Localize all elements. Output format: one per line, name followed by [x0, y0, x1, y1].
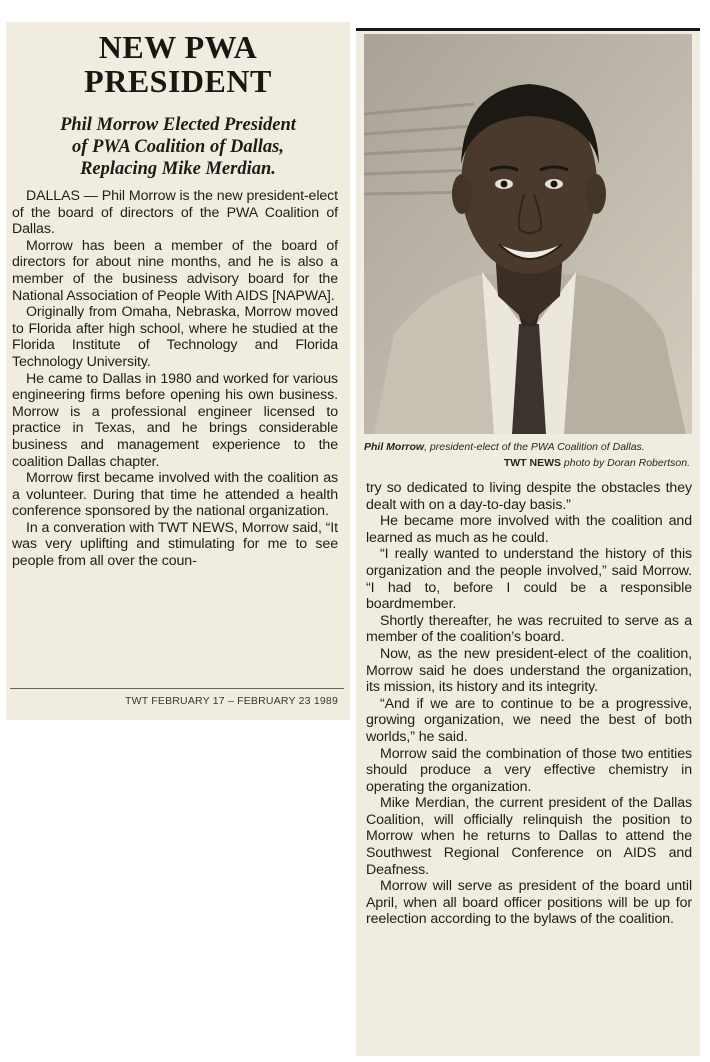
headline-line-2: PRESIDENT: [84, 63, 272, 99]
right-continuation: try so dedicated to living despite the obstacles they dealt with on a day-to-day basis.”: [366, 480, 692, 513]
photo-caption: [364, 440, 694, 454]
top-border: [356, 28, 700, 31]
portrait-illustration: [364, 34, 692, 434]
photo-credit: [504, 456, 690, 470]
right-column-clipping: [356, 28, 700, 1056]
left-paragraph: In a converation with TWT NEWS, Morrow said, “It was very uplifting and stimulating for me to see people from all over the coun-: [12, 519, 338, 570]
subhead-line-2: of PWA Coalition of Dallas,: [72, 137, 284, 157]
caption-text: , president-elect of the PWA Coalition of Dallas.: [424, 441, 645, 453]
right-paragraph: Shortly thereafter, he was recruited to serve as a member of the coalition’s board.: [366, 612, 692, 646]
right-paragraph: Morrow will serve as president of the board until April, when all board officer positions will be up for reelection according to the bylaws of the coalition.: [366, 878, 692, 928]
left-column-clipping: [6, 22, 350, 720]
credit-source: TWT NEWS: [503, 457, 561, 469]
left-body-text: [12, 188, 338, 570]
left-paragraph: DALLAS — Phil Morrow is the new president-elect of the board of directors of the PWA Coalition of Dallas.: [12, 188, 338, 238]
left-paragraph: Morrow first became involved with the coalition as a volunteer. During that time he attended a health conference sponsored by the national organization.: [12, 470, 338, 520]
right-paragraph: “I really wanted to understand the history of this organization and the people involved,” said Morrow. “I had to, before I could be a responsible boardmember.: [366, 546, 692, 613]
portrait-photo: [364, 34, 692, 434]
right-paragraph: “And if we are to continue to be a progressive, growing organization, we need the best of both worlds,” he said.: [366, 695, 692, 745]
left-paragraph: Originally from Omaha, Nebraska, Morrow moved to Florida after high school, where he studied at the Florida Institute of Technology and Florida Technology University.: [12, 304, 338, 370]
right-paragraph: He became more involved with the coalition and learned as much as he could.: [366, 513, 692, 546]
left-paragraph: He came to Dallas in 1980 and worked for various engineering firms before opening his own business. Morrow is a professional engineer licensed to practice in Texas, and he brings considerable business and management experience to the coalition Dallas chapter.: [12, 370, 338, 470]
footer-rule: [10, 688, 344, 689]
caption-name: Phil Morrow: [364, 441, 425, 453]
left-paragraph: Morrow has been a member of the board of directors for about nine months, and he is also a member of the business advisory board for the National Association of People With AIDS [NAPWA].: [12, 237, 338, 304]
headline-line-1: NEW PWA: [98, 29, 258, 65]
credit-text: photo by Doran Robertson.: [561, 457, 690, 469]
right-paragraph: Now, as the new president-elect of the coalition, Morrow said he does understand the organization, its mission, its history and its integrity.: [366, 645, 692, 696]
right-paragraph: Mike Merdian, the current president of the Dallas Coalition, will officially relinquish the position to Morrow when he returns to Dallas to attend the Southwest Regional Conference on AIDS and Deafness.: [366, 795, 692, 878]
publication-date-line: TWT FEBRUARY 17 – FEBRUARY 23 1989: [124, 695, 338, 707]
right-body-text: [366, 480, 692, 928]
subhead-line-1: Phil Morrow Elected President: [60, 115, 296, 135]
right-paragraph: Morrow said the combination of those two entities should produce a very effective chemistry in operating the organization.: [366, 745, 692, 795]
subhead-line-3: Replacing Mike Merdian.: [80, 159, 276, 179]
